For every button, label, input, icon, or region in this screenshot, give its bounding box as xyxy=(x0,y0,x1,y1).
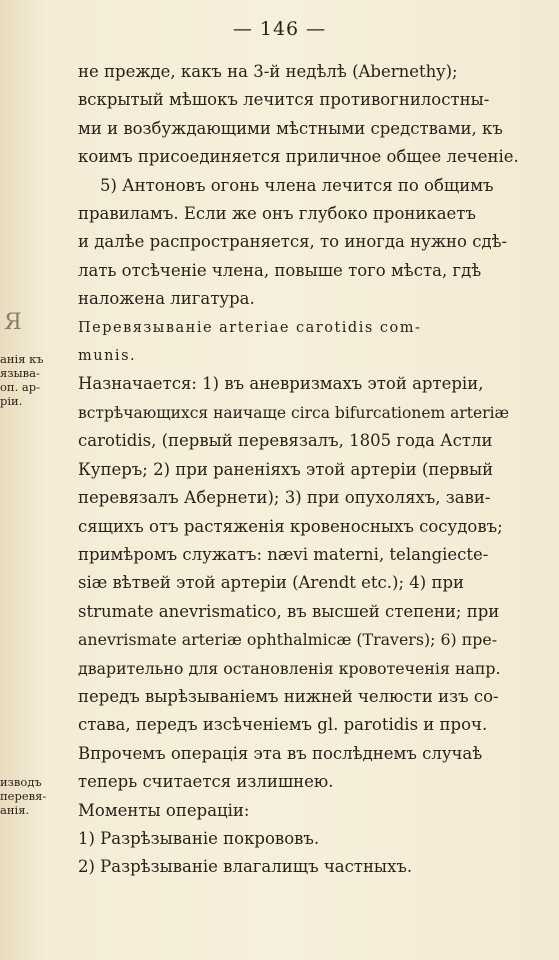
text-line: передъ вырѣзываніемъ нижней челюсти изъ со- xyxy=(78,686,499,706)
page-body-text xyxy=(78,58,528,882)
text-line: 1) Разрѣзываніе покрововъ. xyxy=(78,828,320,848)
text-line: ми и возбуждающими мѣстными средствами, къ xyxy=(78,118,503,138)
text-line: сящихъ отъ растяженія кровеносныхъ сосудовъ; xyxy=(78,516,503,536)
text-line: Моменты операціи: xyxy=(78,800,250,820)
margin-note-line: анія къ xyxy=(0,352,44,366)
text-line: встрѣчающихся наичаще circa bifurcationem arteriæ xyxy=(78,403,510,422)
text-line: Назначается: 1) въ аневризмахъ этой артеріи, xyxy=(78,374,484,394)
margin-note-line: ріи. xyxy=(0,394,23,408)
text-line: anevrismate arteriæ ophthalmicæ (Travers); 6) пре- xyxy=(78,630,498,650)
margin-note-line: анія. xyxy=(0,803,30,817)
margin-note-line: оп. ар- xyxy=(0,380,41,394)
text-line: коимъ присоединяется приличное общее леченіе. xyxy=(78,147,519,167)
text-line: дварительно для остановленія кровотеченія напр. xyxy=(78,658,501,678)
text-line: лать отсѣченіе члена, повыше того мѣста, гдѣ xyxy=(78,260,482,280)
text-line: Впрочемъ операція эта въ послѣднемъ случаѣ xyxy=(78,743,483,763)
text-line: примѣромъ служатъ: nævi materni, telangiecte- xyxy=(78,544,489,564)
margin-note-line: перевя- xyxy=(0,789,47,803)
margin-note-ligation xyxy=(0,352,72,408)
page-number: — 146 — xyxy=(232,18,327,40)
text-line: strumate anevrismatico, въ высшей степени; при xyxy=(78,601,500,621)
text-line: 5) Антоновъ огонь члена лечится по общимъ xyxy=(100,175,494,195)
margin-bracket-mark: Я xyxy=(4,310,22,335)
text-line: перевязалъ Абернети); 3) при опухоляхъ, зави- xyxy=(78,488,491,508)
margin-note-line: языва- xyxy=(0,366,40,380)
text-line: 2) Разрѣзываніе влагалищъ частныхъ. xyxy=(78,857,413,877)
section-heading-cont: munis. xyxy=(78,348,137,365)
text-line: и далѣе распространяется, то иногда нужно сдѣ- xyxy=(78,232,508,252)
text-line: наложена лигатура. xyxy=(78,289,255,309)
margin-note-line: изводъ xyxy=(0,775,42,789)
margin-note-procedure xyxy=(0,775,72,817)
text-line: вскрытый мѣшокъ лечится противогнилостны- xyxy=(78,90,490,110)
text-line: siæ вѣтвей этой артеріи (Arendt etc.); 4) при xyxy=(78,573,465,593)
text-line: не прежде, какъ на 3-й недѣлѣ (Abernethy); xyxy=(78,62,458,81)
text-line: Куперъ; 2) при раненіяхъ этой артеріи (первый xyxy=(78,459,494,479)
text-line: carotidis, (первый перевязалъ, 1805 года Астли xyxy=(78,431,493,451)
text-line: теперь считается излишнею. xyxy=(78,772,334,792)
text-line: правиламъ. Если же онъ глубоко проникаетъ xyxy=(78,204,476,224)
text-line: става, передъ изсѣченіемъ gl. parotidis и проч. xyxy=(78,715,488,735)
section-heading: Перевязываніе arteriae carotidis com- xyxy=(78,319,422,336)
